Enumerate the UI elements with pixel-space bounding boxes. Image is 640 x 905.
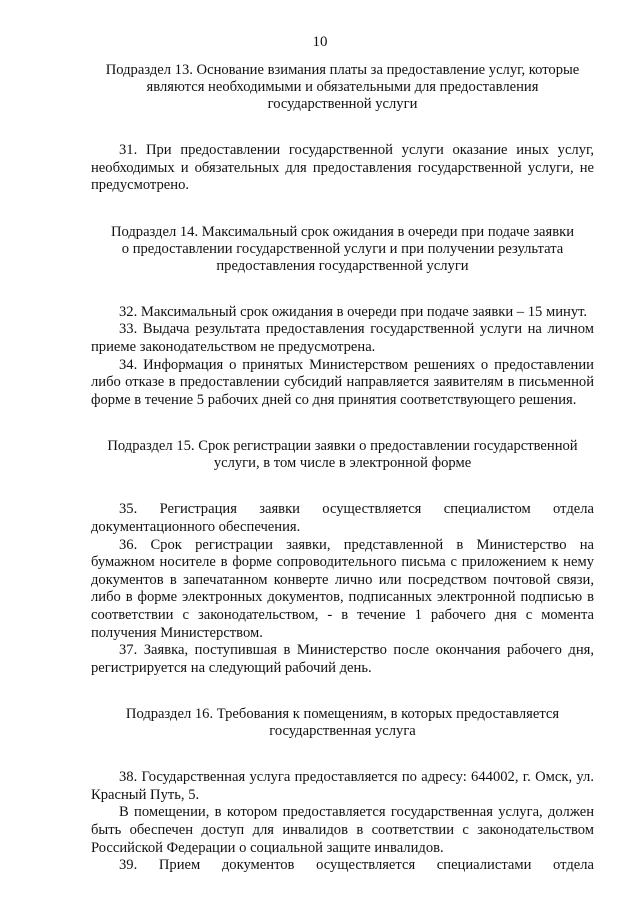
heading-line: государственной услуги (267, 96, 418, 112)
paragraph-33: 33. Выдача результата предоставления государственной услуги на личном приеме законодательством не предусмотрена. (91, 321, 594, 355)
heading-line: Подраздел 15. Срок регистрации заявки о предоставлении государственной (107, 438, 578, 455)
heading-line: Подраздел 13. Основание взимания платы за предоставление услуг, которые (105, 62, 580, 78)
document-body (91, 62, 594, 875)
heading-line: являются необходимыми и обязательными для предоставления (146, 79, 539, 95)
paragraph-39: 39. Прием документов осуществляется специалистами отдела (119, 857, 594, 874)
paragraph-35: 35. Регистрация заявки осуществляется специалистом отдела документационного обеспечения. (91, 501, 594, 535)
heading-line: предоставления государственной услуги (216, 257, 469, 274)
section-heading-16 (91, 706, 594, 740)
paragraph-37: 37. Заявка, поступившая в Министерство после окончания рабочего дня, регистрируется на следующий рабочий день. (91, 642, 594, 676)
heading-line: Подраздел 16. Требования к помещениям, в которых предоставляется (125, 706, 560, 723)
heading-line: Подраздел 14. Максимальный срок ожидания в очереди при подаче заявки (110, 223, 575, 240)
paragraph-34: 34. Информация о принятых Министерством решениях о предоставлении либо отказе в предоставлении субсидий направляется заявителям в письменной форме в течение 5 рабочих дней со дня принятия соответствующего решения. (91, 356, 594, 408)
paragraph-38: 38. Государственная услуга предоставляется по адресу: 644002, г. Омск, ул. Красный Путь, 5. (91, 769, 594, 803)
paragraph-36: 36. Срок регистрации заявки, представленной в Министерство на бумажном носителе в форме сопроводительного письма с приложением к нему документов в запечатанном конверте лично или посредством почтовой связи, либо в форме электронных документов, подписанных электронной подписью в соответствии с законодательством, - в течение 1 рабочего дня с момента получения Министерством. (91, 536, 594, 641)
heading-line: о предоставлении государственной услуги и при получении результата (121, 240, 564, 257)
section-heading-13 (91, 62, 594, 113)
heading-line: государственная услуга (269, 723, 416, 740)
page-number: 10 (312, 34, 328, 50)
paragraph-31: 31. При предоставлении государственной услуги оказание иных услуг, необходимых и обязательных для предоставления государственной услуги, не предусмотрено. (91, 142, 594, 194)
heading-line: услуги, в том числе в электронной форме (213, 455, 472, 472)
section-heading-14 (91, 224, 594, 275)
paragraph-38-accessibility: В помещении, в котором предоставляется государственная услуга, должен быть обеспечен доступ для инвалидов в соответствии с законодательством Российской Федерации о социальной защите инвалидов. (91, 804, 594, 856)
paragraph-32: 32. Максимальный срок ожидания в очереди при подаче заявки – 15 минут. (119, 303, 588, 320)
section-heading-15 (91, 438, 594, 472)
